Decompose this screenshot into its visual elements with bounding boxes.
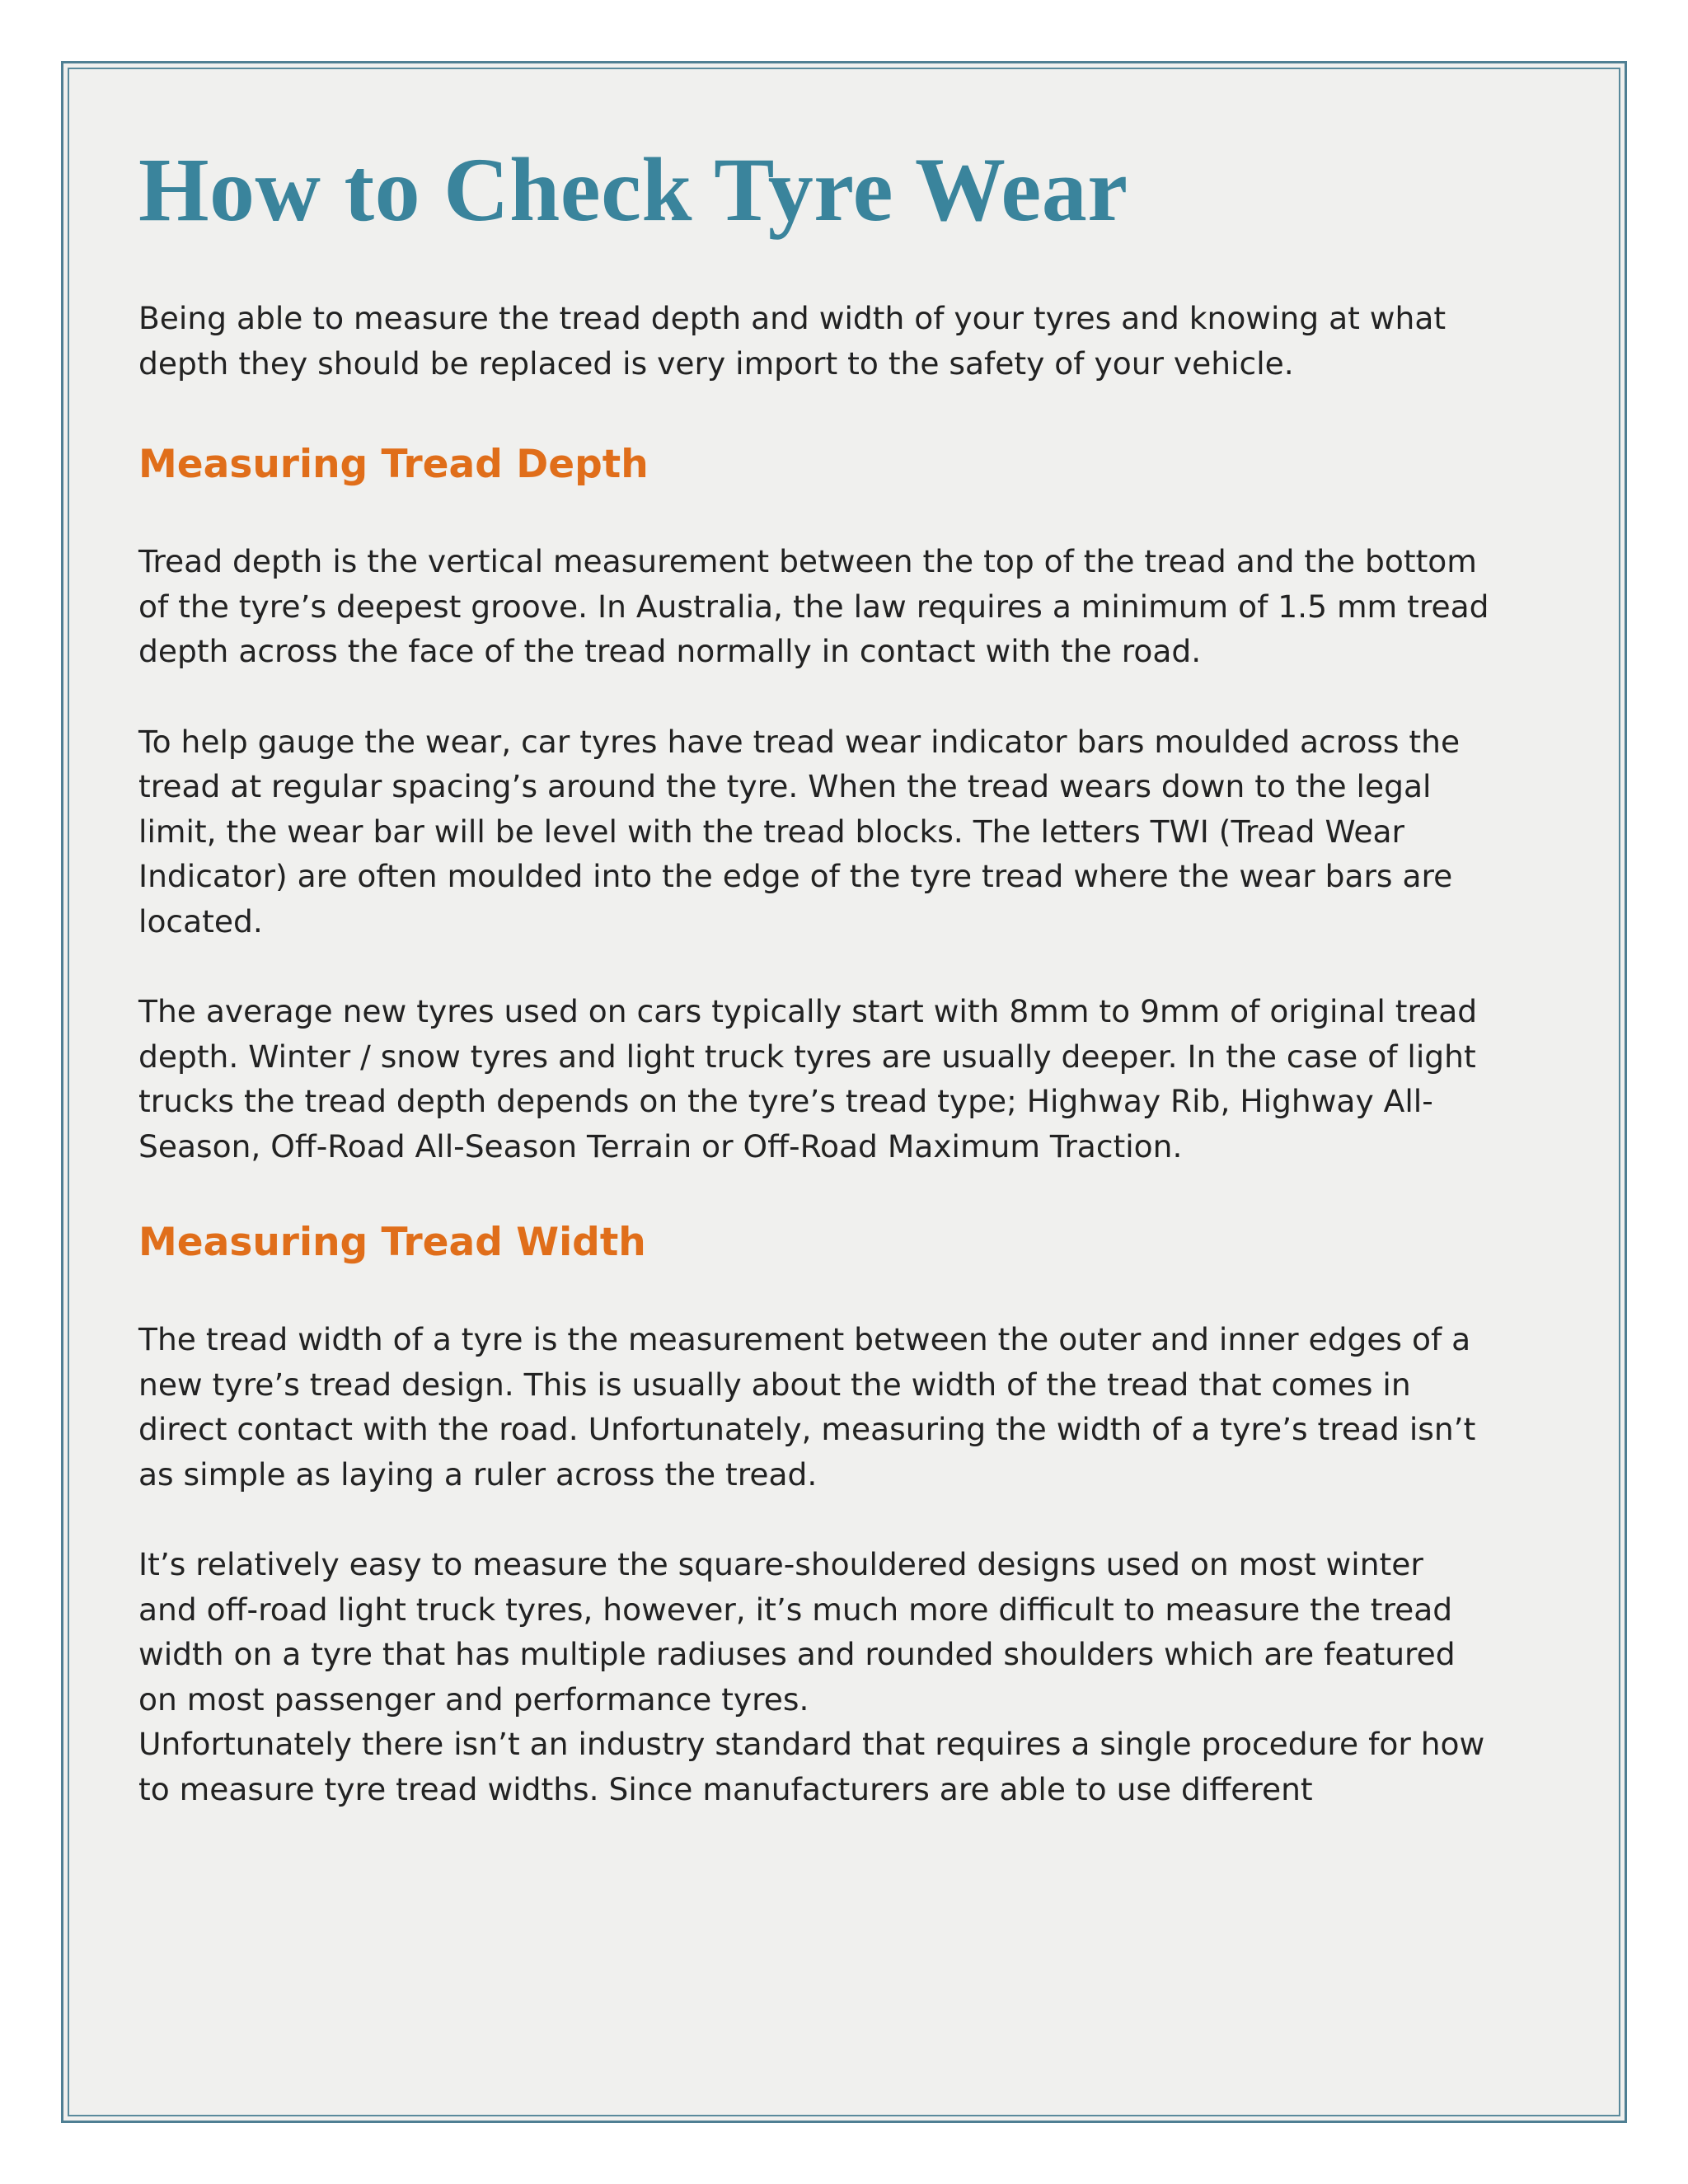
tread-width-paragraph-3: Unfortunately there isn’t an industry standard that requires a single procedure for how to measure tyre tread widths. Since manufacturers are able to use different (138, 1726, 1485, 1807)
tread-depth-paragraph-1: Tread depth is the vertical measurement between the top of the tread and the bottom of the tyre’s deepest groove. In Australia, the law requires a minimum of 1.5 mm tread depth across the face of the tread normally in contact with the road. (138, 543, 1489, 669)
tread-depth-paragraph-3: The average new tyres used on cars typically start with 8mm to 9mm of original tread depth. Winter / snow tyres and light truck tyres are usually deeper. In the case of light trucks the tread depth depends on the tyre’s tread type; Highway Rib, Highway All-Season, Off-Road All-Season Terrain or Off-Road Maximum Traction. (138, 993, 1478, 1165)
section-heading-tread-depth: Measuring Tread Depth (138, 442, 649, 487)
section-heading-tread-width: Measuring Tread Width (138, 1220, 646, 1265)
document-body (138, 140, 1490, 1811)
tread-depth-paragraph-2: To help gauge the wear, car tyres have tread wear indicator bars moulded across the tread at regular spacing’s around the tyre. When the tread wears down to the legal limit, the wear bar will be level with the tread blocks. The letters TWI (Tread Wear Indicator) are often moulded into the edge of the tyre tread where the wear bars are located. (138, 723, 1461, 940)
tread-width-paragraph-2: It’s relatively easy to measure the square-shouldered designs used on most winter and off-road light truck tyres, however, it’s much more difficult to measure the tread width on a tyre that has multiple radiuses and rounded shoulders which are featured on most passenger and performance tyres. (138, 1546, 1456, 1718)
intro-paragraph: Being able to measure the tread depth and width of your tyres and knowing at what depth they should be replaced is very import to the safety of your vehicle. (138, 300, 1447, 382)
tread-width-paragraph-1: The tread width of a tyre is the measurement between the outer and inner edges of a new tyre’s tread design. This is usually about the width of the tread that comes in direct contact with the road. Unfortunately, measuring the width of a tyre’s tread isn’t as simple as laying a ruler across the tread. (138, 1321, 1476, 1493)
document-title: How to Check Tyre Wear (138, 139, 1128, 240)
